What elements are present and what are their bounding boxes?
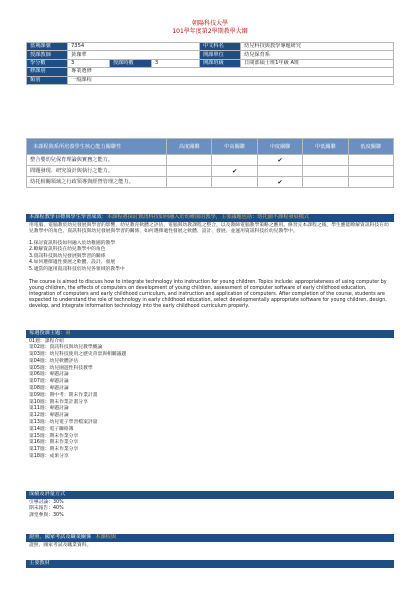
exam-section [26, 534, 394, 552]
page-title: 101學年度第2學期教學大綱 [172, 28, 248, 35]
objectives-zh-paragraph: 用電腦、電腦教於幼兒發展與學習的影響、幼兒教育軟體之評估、電腦與幼教課程之整合，以及教師電腦教學策略之應用。修習完本課程之後，學生應能瞭解資訊科技在幼兒教學中的角色、資訊科技與幼兒發展與學習的關係、如何選擇適性發展之軟體、設計、發展、並運用資訊科技於幼兒教學中。 [29, 222, 389, 235]
level-cell [303, 166, 348, 177]
level-cell [167, 155, 212, 166]
objectives-en-paragraph: The course is aimed to discuss how to integrate technology into instruction for young children. Topics include: appropriateness of using computer by young children, the effects of computers on development of young children, assessment of computer software of early childhood education, integration of computers and early childhood curriculum, and instruction and application of computers. After completion of the course, students are expected to understand the role of technology in early childhood education, select developmentally appropriate software for young children, design, develop, and integrate information technology into the early childhood curriculum properly. [29, 279, 387, 310]
field-label: 授課時數 [109, 59, 151, 67]
exam-title: 證照、國家考試及職業關係 [29, 534, 92, 540]
field-label: 授課教師 [27, 51, 68, 59]
field-label: 類別 [27, 76, 68, 84]
info-row [27, 59, 394, 67]
objectives-section [26, 214, 394, 313]
competency-row [27, 155, 394, 166]
field-value: 3 [151, 59, 199, 67]
week-item: 01週：課程介紹 [29, 338, 64, 344]
week-item: 第12週：專題討論 [29, 413, 69, 419]
level-cell [212, 155, 257, 166]
week-item: 第14週：電子聯絡簿 [29, 426, 74, 432]
exam-text: 證照、國家考試及職業資料。 [29, 542, 92, 548]
level-cell [212, 166, 257, 177]
field-label: 修課別 [27, 68, 68, 76]
grading-item: 引導討論：30% [29, 499, 64, 505]
field-value: 一般課程 [68, 76, 394, 84]
week-item: 第02週：資訊科技與幼兒教學概論 [29, 345, 103, 351]
exam-heading [26, 534, 394, 542]
week-item: 第13週：幼兒電子學習檔案評量 [29, 420, 98, 426]
level-cell [212, 177, 257, 188]
week-item: 第16週：期末作業分享 [29, 440, 79, 446]
week-item: 第18週：成果分享 [29, 454, 69, 460]
field-value: 專業選修 [68, 68, 394, 76]
field-label: 中文科名 [200, 43, 241, 51]
objective-item: 5.適當的運用資訊科技於幼兒各領域的教學中 [29, 267, 125, 273]
level-cell [257, 155, 302, 166]
university-name: 朝陽科技大學 [191, 20, 228, 27]
info-row [27, 43, 394, 51]
week-item: 第10週：期末作業計畫分享 [29, 399, 88, 405]
schedule-subtitle: ：第 [60, 330, 71, 336]
grading-title: 成績及評量方式 [29, 491, 66, 497]
competency-row [27, 166, 394, 177]
objectives-subtitle: ：本課程將探討資訊科技如何融入於幼稚園的教學，主要議題包括：幼托園不課程發展模式 [101, 214, 310, 220]
grading-body [26, 499, 394, 523]
objective-item: 1.探討資訊科技如何融入於幼稚園的教學 [29, 240, 116, 246]
schedule-section [26, 330, 394, 464]
field-value: 黃珈華 [68, 51, 200, 59]
competency-label: 問題發現、研究設計與執行之能力。 [27, 166, 167, 177]
objectives-title: 本課程教學目標與學生學習成效 [29, 214, 102, 220]
competency-label: 幼托相關領域之行政領導與經營管理之能力。 [27, 177, 167, 188]
course-info [26, 42, 394, 85]
field-label: 開課單位 [200, 51, 241, 59]
competency-table [26, 138, 394, 188]
grading-section [26, 491, 394, 522]
page-header [0, 0, 420, 36]
grading-item: 期末報告：40% [29, 506, 64, 512]
info-row [27, 51, 394, 59]
field-value: 幼兒科技與教學專題研究 [241, 43, 394, 51]
week-item: 第07週：專題討論 [29, 379, 69, 385]
week-item: 第06週：專題討論 [29, 372, 69, 378]
grading-item: 課堂參與：30% [29, 512, 64, 518]
level-header: 中度關聯 [257, 139, 302, 155]
schedule-heading [26, 330, 394, 338]
week-item: 第11週：專題討論 [29, 406, 69, 412]
level-cell [303, 155, 348, 166]
schedule-body [26, 338, 394, 464]
level-header: 中高關聯 [212, 139, 257, 155]
level-header: 中低關聯 [303, 139, 348, 155]
field-label: 開課班級 [200, 59, 241, 67]
week-item: 第04週：幼兒軟體評估 [29, 358, 79, 364]
week-item: 第17週：期末作業分享 [29, 447, 79, 453]
objective-item: 3.資訊科技與幼兒發展與學習的關係 [29, 253, 106, 259]
textbook-heading [26, 560, 394, 568]
exam-body [26, 542, 394, 553]
week-item: 第08週：專題討論 [29, 386, 69, 392]
week-item: 第09週：期中考：期末作業計畫 [29, 392, 98, 398]
objectives-heading [26, 214, 394, 222]
competency-row [27, 177, 394, 188]
level-cell [348, 166, 393, 177]
week-item: 第15週：期末作業分享 [29, 433, 79, 439]
level-cell [303, 177, 348, 188]
field-label: 學分數 [27, 59, 68, 67]
level-cell [167, 166, 212, 177]
exam-subtitle: 本課程與 [95, 534, 117, 540]
grading-heading [26, 491, 394, 499]
info-row [27, 68, 394, 76]
week-item: 第03週：幼兒科技使用之歷史背景與相關議題 [29, 352, 127, 358]
check-mark-icon: ✔ [277, 178, 283, 186]
info-row [27, 76, 394, 84]
objective-item: 2.瞭解資訊科技在幼兒教學中的角色 [29, 247, 106, 253]
level-header: 低度關聯 [348, 139, 393, 155]
competency-header-row [27, 139, 394, 155]
textbook-section [26, 560, 394, 568]
objectives-body [26, 222, 394, 314]
level-cell [257, 166, 302, 177]
field-value: 7354 [68, 43, 200, 51]
week-item: 第05週：幼兒園遊性科技教學 [29, 365, 93, 371]
level-cell [348, 177, 393, 188]
level-cell [257, 177, 302, 188]
check-mark-icon: ✔ [277, 156, 283, 164]
check-mark-icon: ✔ [232, 167, 238, 175]
competency-header: 本課程與系所培養學生核心能力關聯性 [27, 139, 167, 155]
level-cell [167, 177, 212, 188]
level-cell [348, 155, 393, 166]
field-value: 日間部碩士班1年級 A班 [241, 59, 394, 67]
field-value: 幼兒保育系 [241, 51, 394, 59]
field-label: 當期課號 [27, 43, 68, 51]
objective-item: 4.如何選擇適性發展之軟體、設計、發展 [29, 260, 116, 266]
textbook-title: 主要教材 [29, 560, 50, 566]
field-value: 3 [68, 59, 110, 67]
level-header: 高度關聯 [167, 139, 212, 155]
competency-label: 整合嬰幼兒保育理論與實務之能力。 [27, 155, 167, 166]
schedule-title: 每週授課主題 [29, 330, 61, 336]
